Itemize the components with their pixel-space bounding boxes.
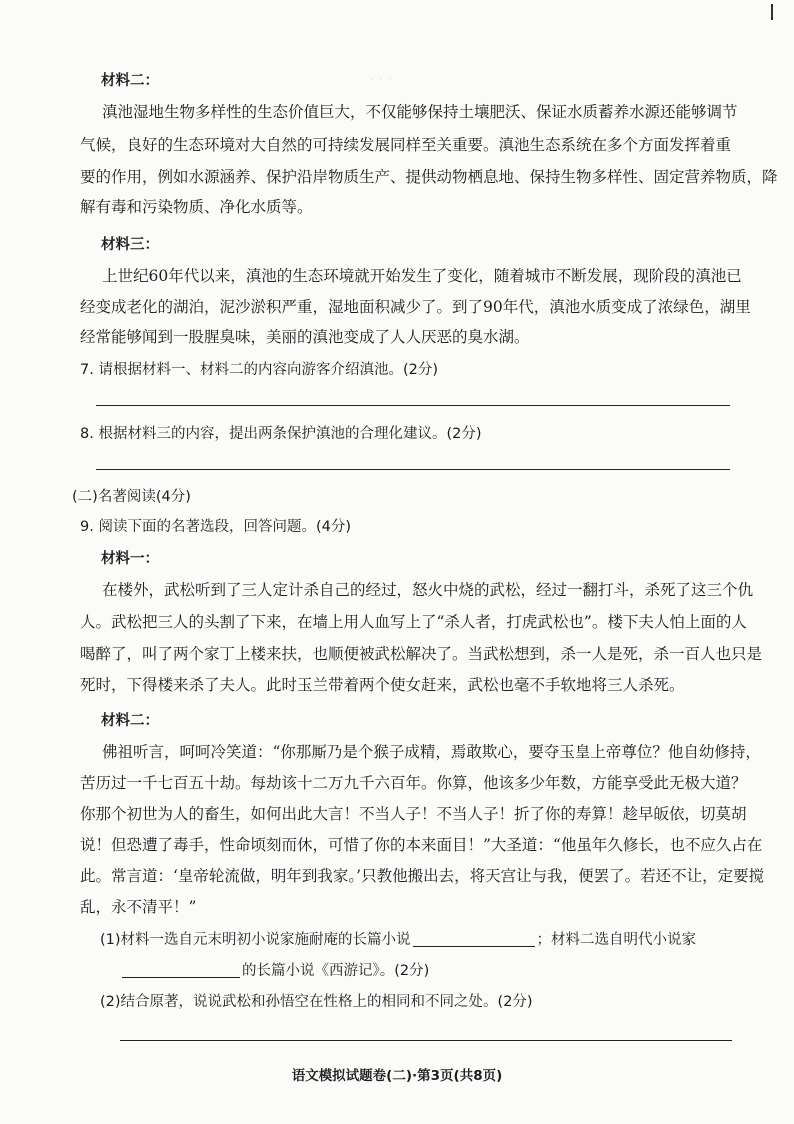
answer-line-q8[interactable] <box>96 469 730 470</box>
corner-mark <box>771 4 773 20</box>
q9-material-2-line: 说！但恐遭了毒手，性命顷刻而休，可惜了你的本来面目！”大圣道：“他虽年久修长，也不应久占在 <box>80 836 763 854</box>
question-9-1-line-1 <box>100 929 750 951</box>
material-2-line: 解有毒和污染物质、净化水质等。 <box>80 198 313 216</box>
q9-material-2-line: 苦历过一千七百五十劫。每劫该十二万九千六百年。你算，他该多少年数，方能享受此无极大道？ <box>80 774 747 792</box>
question-9-1-line-2 <box>120 960 770 982</box>
question-9: 9. 阅读下面的名著选段，回答问题。(4分) <box>80 519 351 535</box>
question-9-1-text-b: ；材料二选自明代小说家 <box>536 932 697 948</box>
question-7: 7. 请根据材料一、材料二的内容向游客介绍滇池。(2分) <box>80 362 438 378</box>
material-3-line: 上世纪60年代以来，滇池的生态环境就开始发生了变化，随着城市不断发展，现阶段的滇池已 <box>102 267 742 285</box>
page-footer: 语文模拟试题卷(二)·第3页(共8页) <box>291 1068 503 1084</box>
question-9-2: (2)结合原著，说说武松和孙悟空在性格上的相同和不同之处。(2分) <box>100 994 533 1010</box>
answer-blank-novel-title[interactable] <box>413 930 535 947</box>
material-2-line: 要的作用，例如水源涵养、保护沿岸物质生产、提供动物栖息地、保持生物多样性、固定营养物质，降 <box>80 168 778 186</box>
bleed-through-text: · · · <box>370 72 393 88</box>
section-2-heading: (二)名著阅读(4分) <box>72 489 191 505</box>
answer-line-q9-2[interactable] <box>120 1040 732 1041</box>
material-3-heading: 材料三： <box>101 237 159 253</box>
q9-material-2-line: 乱，永不清平！” <box>80 898 197 916</box>
answer-blank-author[interactable] <box>122 961 240 978</box>
question-8: 8. 根据材料三的内容，提出两条保护滇池的合理化建议。(2分) <box>80 426 482 442</box>
question-9-1-text-c: 的长篇小说《西游记》。(2分) <box>242 963 430 979</box>
q9-material-1-line: 人。武松把三人的头割了下来，在墙上用人血写上了“杀人者，打虎武松也”。楼下夫人怕上面的人 <box>80 613 747 631</box>
material-3-line: 经变成老化的湖泊，泥沙淤积严重，湿地面积减少了。到了90年代，滇池水质变成了浓绿色，湖里 <box>80 298 751 316</box>
material-2-line: 滇池湿地生物多样性的生态价值巨大，不仅能够保持土壤肥沃、保证水质蓄养水源还能够调节 <box>102 103 738 121</box>
q9-material-1-heading: 材料一： <box>101 551 159 567</box>
answer-line-q7[interactable] <box>96 405 730 406</box>
material-2-line: 气候，良好的生态环境对大自然的可持续发展同样至关重要。滇池生态系统在多个方面发挥着重 <box>80 136 732 154</box>
q9-material-2-line: 佛祖听言，呵呵冷笑道：“你那厮乃是个猴子成精，焉敢欺心，要夺玉皇上帝尊位？他自幼修持， <box>102 743 761 761</box>
q9-material-1-line: 死时，下得楼来杀了夫人。此时玉兰带着两个使女赶来，武松也毫不手软地将三人杀死。 <box>80 676 685 694</box>
question-9-1-text-a: (1)材料一选自元末明初小说家施耐庵的长篇小说 <box>100 932 411 948</box>
q9-material-2-line: 你那个初世为人的畜生，如何出此大言！不当人子！不当人子！折了你的寿算！趁早皈依，切莫胡 <box>80 805 747 823</box>
q9-material-1-line: 在楼外，武松听到了三人定计杀自己的经过，怒火中烧的武松，经过一翻打斗，杀死了这三个仇 <box>102 581 754 599</box>
q9-material-1-line: 喝醉了，叫了两个家丁上楼来扶，也顺便被武松解决了。当武松想到，杀一人是死，杀一百人也只是 <box>80 645 763 663</box>
material-3-line: 经常能够闻到一股腥臭味，美丽的滇池变成了人人厌恶的臭水湖。 <box>80 328 530 346</box>
q9-material-2-heading: 材料二： <box>101 713 159 729</box>
q9-material-2-line: 此。常言道：‘皇帝轮流做，明年到我家。’只教他搬出去，将天宫让与我，便罢了。若还不让，定要搅 <box>80 867 765 885</box>
material-2-heading: 材料二： <box>101 73 159 89</box>
